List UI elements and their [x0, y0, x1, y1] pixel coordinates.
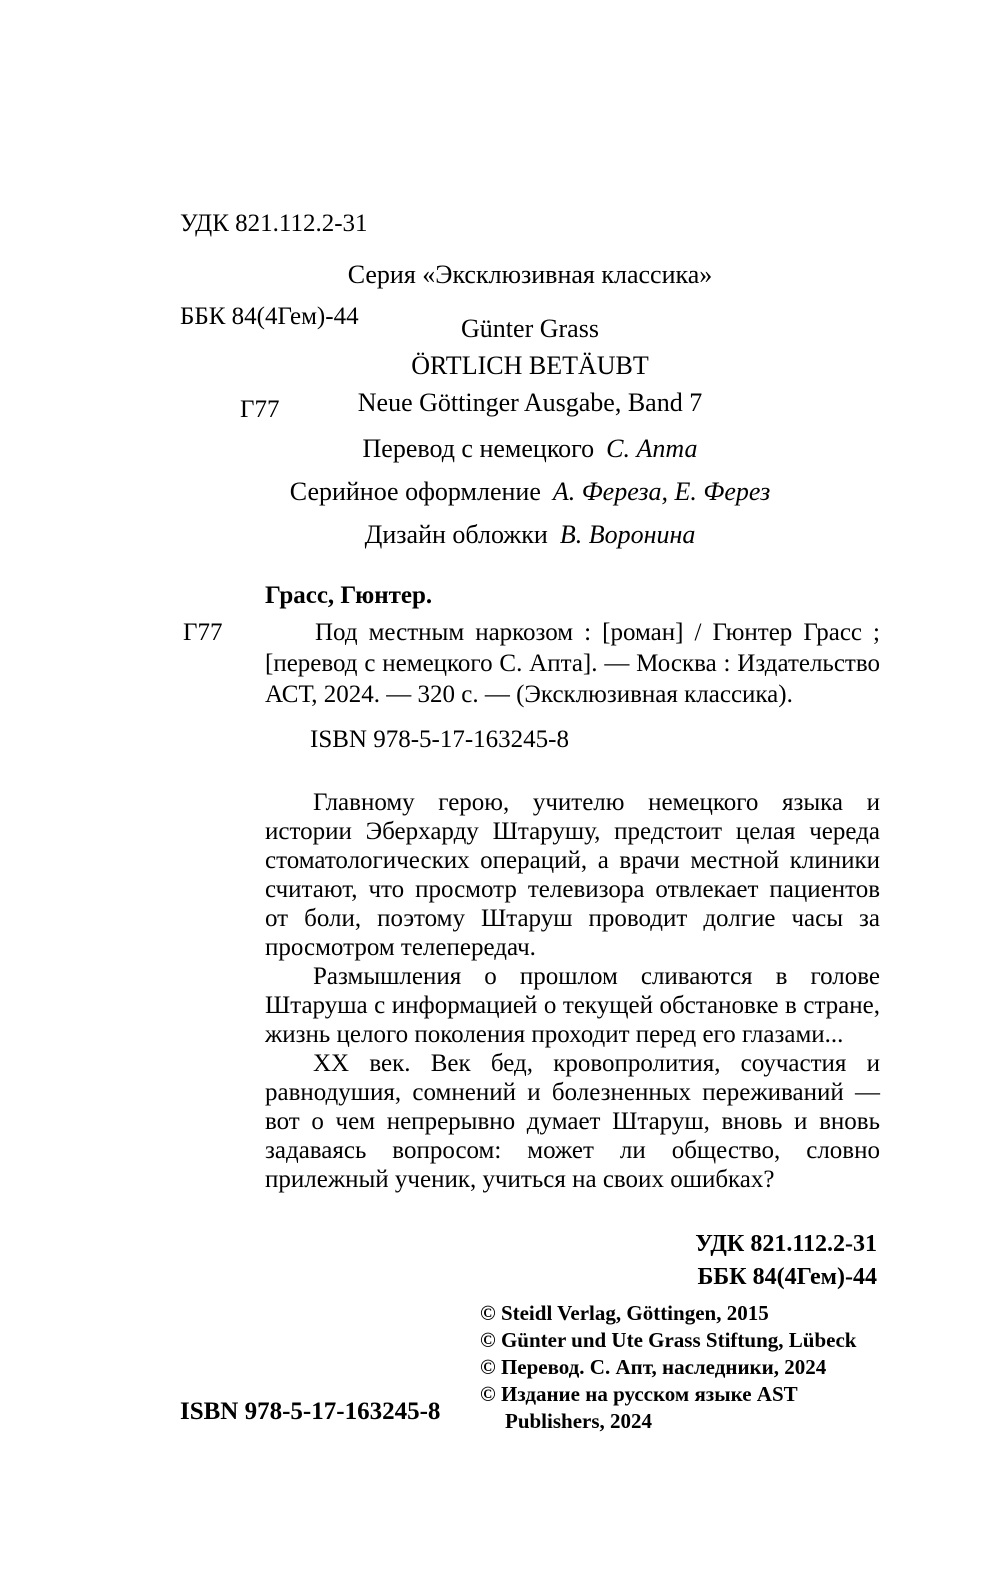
- copyright-line: © Günter und Ute Grass Stiftung, Lübeck: [480, 1328, 857, 1352]
- cover-design-credit: [180, 520, 880, 550]
- cover-design-name: В. Воронина: [559, 520, 696, 549]
- translation-name: С. Апта: [606, 434, 698, 463]
- copyright-line: © Перевод. С. Апт, наследники, 2024: [480, 1355, 827, 1379]
- bbk-code-bottom: ББК 84(4Гем)-44: [697, 1264, 877, 1290]
- series-design-label: Серийное оформление: [289, 477, 541, 506]
- series-design-credit: [180, 477, 880, 507]
- annotation-paragraph: Размышления о прошлом сливаются в голове Штаруша с информацией о текущей обстановке в стране, жизнь целого поколения проходит перед его глазами...: [265, 963, 880, 1048]
- original-edition: Neue Göttinger Ausgabe, Band 7: [357, 388, 703, 417]
- catalog-entry: [183, 580, 880, 755]
- series-design-name: А. Фереза, Е. Ферез: [552, 477, 771, 506]
- copyright-block: [480, 1300, 880, 1435]
- bbk-code-top: ББК 84(4Гем)-44: [180, 303, 359, 330]
- author-sign-margin: Г77: [183, 619, 223, 646]
- isbn-bottom: ISBN 978-5-17-163245-8: [180, 1398, 441, 1425]
- cover-design-label: Дизайн обложки: [364, 520, 548, 549]
- copyright-line: © Издание на русском языке AST Publishers, 2024: [480, 1382, 798, 1433]
- udk-code-bottom: УДК 821.112.2-31: [695, 1231, 877, 1257]
- catalog-author: Грасс, Гюнтер.: [265, 582, 433, 609]
- annotation-paragraph: Главному герою, учителю немецкого языка и истории Эберхарду Штарушу, предстоит целая череда стоматологических операций, а врачи местной клиники считают, что просмотр телевизора отвлекает пациентов от боли, поэтому Штаруш проводит долгие часы за просмотром телепередач.: [265, 789, 880, 961]
- translation-label: Перевод с немецкого: [362, 434, 595, 463]
- udk-code-top: УДК 821.112.2-31: [180, 210, 368, 237]
- original-title: ÖRTLICH BETÄUBT: [411, 351, 649, 380]
- translation-credit: [180, 434, 880, 464]
- catalog-isbn: ISBN 978-5-17-163245-8: [310, 726, 570, 753]
- annotation-paragraph: ХХ век. Век бед, кровопролития, соучастия и равнодушия, сомнений и болезненных переживаний — вот о чем непрерывно думает Штаруш, вновь и вновь задаваясь вопросом: может ли общество, словно прилежный ученик, учиться на своих ошибках?: [265, 1050, 880, 1193]
- series-title: Серия «Эксклюзивная классика»: [347, 260, 713, 289]
- catalog-description: Под местным наркозом : [роман] / Гюнтер Грасс ; [перевод с немецкого С. Апта]. — Москва : Издательство АСТ, 2024. — 320 с. — (Эксклюзивная классика).: [265, 619, 880, 708]
- annotation: [265, 788, 880, 1194]
- bottom-classification-codes: [265, 1228, 877, 1294]
- original-author: Günter Grass: [461, 314, 599, 343]
- copyright-line: © Steidl Verlag, Göttingen, 2015: [480, 1301, 769, 1325]
- author-sign-top: Г77: [240, 396, 280, 423]
- title-block: [180, 260, 880, 550]
